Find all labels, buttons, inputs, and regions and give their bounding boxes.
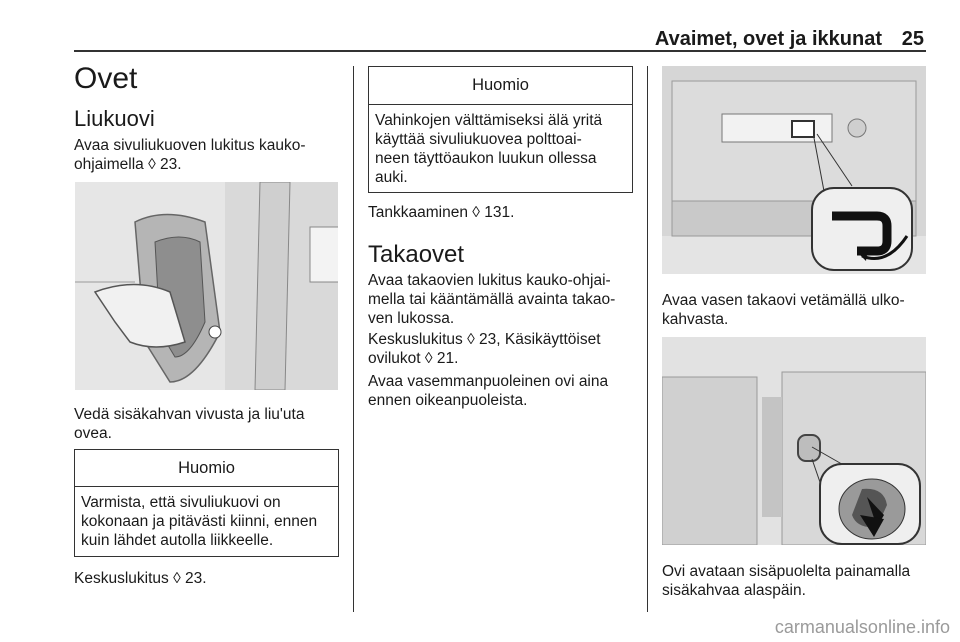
paragraph: Keskuslukitus ◊ 23. [74, 570, 207, 587]
watermark: carmanualsonline.info [774, 617, 950, 637]
note-body: Vahinkojen välttämiseksi älä yritä käyttää sivuliukuovea polttoai- neen täyttöaukon luukun ollessa auki. [375, 112, 603, 186]
paragraph: Keskuslukitus ◊ 23, Käsikäyttöiset ovilukot ◊ 21. [368, 331, 601, 367]
note-body: Varmista, että sivuliukuovi on kokonaan ja pitävästi kiinni, ennen kuin lähdet autolla liikkeelle. [81, 494, 318, 549]
subsection-title: Takaovet [368, 241, 465, 268]
paragraph: Avaa vasemmanpuoleinen ovi aina ennen oikeanpuoleista. [368, 373, 609, 409]
column-divider-2 [647, 66, 648, 612]
sliding-door-handle-illustration [75, 182, 338, 390]
paragraph: Vedä sisäkahvan vivusta ja liu'uta ovea. [74, 406, 305, 442]
rear-door-outer-handle-illustration [662, 66, 926, 274]
column-divider-1 [353, 66, 354, 612]
paragraph: Avaa takaovien lukitus kauko-ohjai- mella tai kääntämällä avainta takao- ven lukossa. [368, 272, 616, 327]
subsection-title: Liukuovi [74, 106, 155, 131]
note-box [74, 449, 339, 557]
note-box [368, 66, 633, 193]
section-title: Ovet [74, 62, 138, 95]
paragraph: Avaa vasen takaovi vetämällä ulko- kahvasta. [662, 292, 905, 328]
page-number: 25 [901, 28, 924, 50]
paragraph: Avaa sivuliukuoven lukitus kauko- ohjaimella ◊ 23. [74, 137, 306, 173]
paragraph: Ovi avataan sisäpuolelta painamalla sisäkahvaa alaspäin. [662, 563, 911, 599]
note-title: Huomio [369, 67, 632, 105]
running-header-title: Avaimet, ovet ja ikkunat [654, 28, 882, 50]
note-title: Huomio [75, 450, 338, 487]
header-rule [74, 50, 926, 52]
rear-door-inner-handle-illustration [662, 337, 926, 545]
paragraph: Tankkaaminen ◊ 131. [368, 204, 515, 221]
